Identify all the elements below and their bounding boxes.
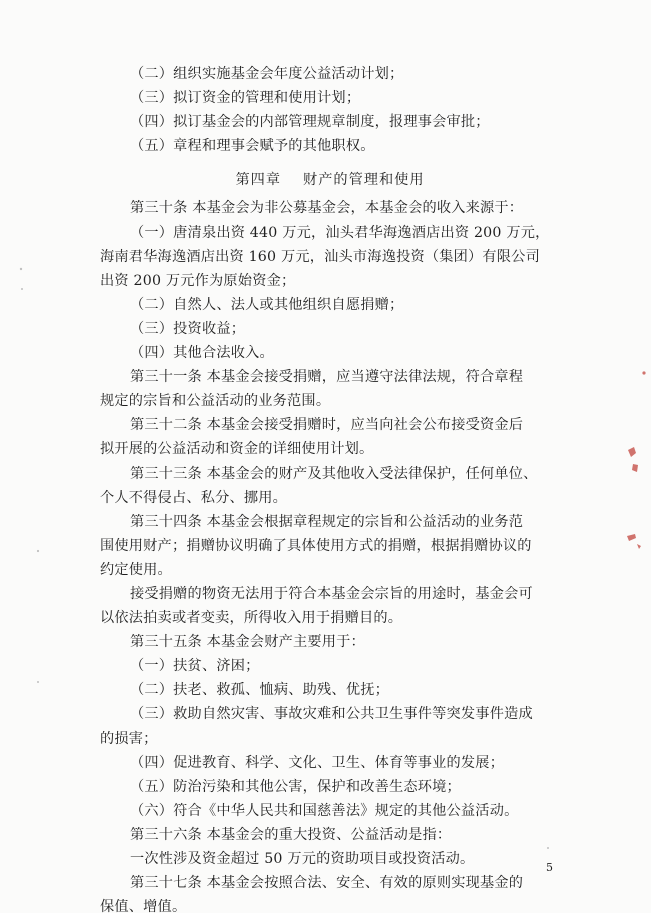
text-line: （一）唐清泉出资 440 万元，汕头君华海逸酒店出资 200 万元， bbox=[130, 224, 550, 241]
page-number: 5 bbox=[546, 861, 553, 874]
text-line: 第三十三条 本基金会的财产及其他收入受法律保护，任何单位、 bbox=[130, 465, 538, 482]
text-line: （三）投资收益； bbox=[130, 320, 246, 337]
text-line: （四）其他合法收入。 bbox=[130, 345, 274, 362]
red-seal-edge bbox=[627, 371, 646, 549]
text-line: 第三十二条 本基金会接受捐赠时，应当向社会公布接受资金后 bbox=[130, 417, 524, 434]
text-line: （四）促进教育、科学、文化、卫生、体育等事业的发展； bbox=[130, 754, 505, 771]
text-line: 第三十六条 本基金会的重大投资、公益活动是指： bbox=[130, 826, 452, 843]
text-line: （三）救助自然灾害、事故灾难和公共卫生事件等突发事件造成 bbox=[130, 706, 533, 723]
text-line: 第三十一条 本基金会接受捐赠，应当遵守法律法规，符合章程 bbox=[130, 369, 524, 386]
text-line: 规定的宗旨和公益活动的业务范围。 bbox=[100, 393, 331, 410]
document-body bbox=[100, 62, 560, 919]
text-line: （四）拟订基金会的内部管理规章制度，报理事会审批； bbox=[130, 114, 490, 131]
text-line: （三）拟订资金的管理和使用计划； bbox=[130, 90, 361, 107]
text-line: 拟开展的公益活动和资金的详细使用计划。 bbox=[100, 441, 374, 458]
text-line: （二）组织实施基金会年度公益活动计划； bbox=[130, 66, 404, 82]
text-line: 第三十五条 本基金会财产主要用于： bbox=[130, 634, 365, 651]
text-line: 的损害； bbox=[100, 730, 158, 747]
text-line: 第三十四条 本基金会根据章程规定的宗旨和公益活动的业务范 bbox=[130, 513, 524, 530]
chapter-title: 财产的管理和使用 bbox=[303, 172, 425, 189]
text-line: 第三十条 本基金会为非公募基金会，本基金会的收入来源于： bbox=[130, 200, 524, 217]
text-line: 保值、增值。 bbox=[100, 899, 187, 916]
text-line: 海南君华海逸酒店出资 160 万元，汕头市海逸投资（集团）有限公司 bbox=[100, 248, 540, 265]
text-line: 个人不得侵占、私分、挪用。 bbox=[100, 489, 288, 506]
text-line: 以依法拍卖或者变卖，所得收入用于捐赠目的。 bbox=[100, 610, 403, 627]
text-line: （二）自然人、法人或其他组织自愿捐赠； bbox=[130, 296, 404, 313]
chapter-heading bbox=[100, 168, 560, 192]
chapter-number: 第四章 bbox=[235, 172, 282, 189]
text-line: （一）扶贫、济困； bbox=[130, 658, 260, 675]
text-line: 约定使用。 bbox=[100, 561, 172, 578]
text-line: 围使用财产；捐赠协议明确了具体使用方式的捐赠，根据捐赠协议的 bbox=[100, 537, 532, 554]
text-line: 第三十七条 本基金会按照合法、安全、有效的原则实现基金的 bbox=[130, 875, 524, 892]
text-line: （五）防治污染和其他公害，保护和改善生态环境； bbox=[130, 778, 461, 795]
text-line: 一次性涉及资金超过 50 万元的资助项目或投资活动。 bbox=[130, 851, 475, 867]
text-line: （二）扶老、救孤、恤病、助残、优抚； bbox=[130, 682, 389, 699]
text-line: （五）章程和理事会赋予的其他职权。 bbox=[130, 138, 375, 155]
text-line: （六）符合《中华人民共和国慈善法》规定的其他公益活动。 bbox=[130, 802, 519, 819]
text-line: 出资 200 万元作为原始资金； bbox=[100, 272, 296, 289]
text-line: 接受捐赠的物资无法用于符合本基金会宗旨的用途时，基金会可 bbox=[130, 585, 533, 602]
